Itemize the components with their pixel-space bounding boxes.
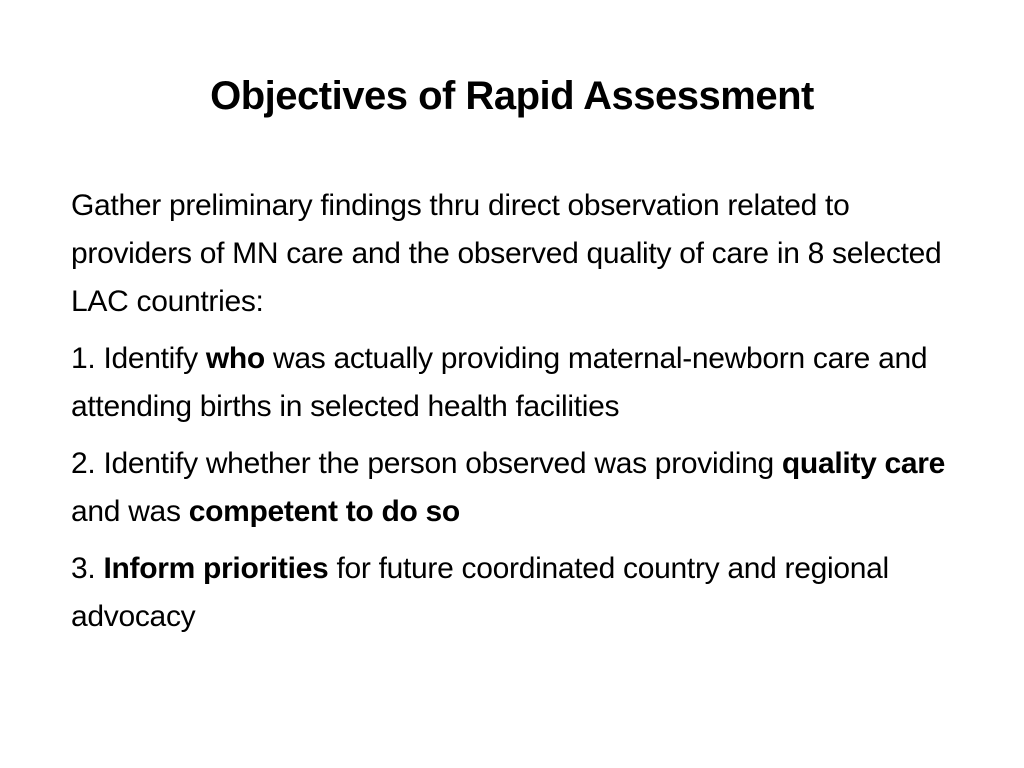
objective-2-prefix: 2. Identify whether the person observed was providing — [71, 447, 782, 480]
objective-3-emphasis: Inform priorities — [103, 552, 329, 585]
objective-3-prefix: 3. — [71, 552, 104, 585]
objective-1 — [71, 335, 971, 431]
objective-1-prefix: 1. Identify — [71, 342, 206, 375]
intro-paragraph: Gather preliminary findings thru direct observation related to providers of MN care and the observed quality of care in 8 selected LAC countries: — [71, 189, 942, 318]
objective-3-text: for future coordinated country and regional advocacy — [71, 552, 889, 633]
objective-3 — [71, 545, 971, 641]
objective-2-emphasis-2: competent to do so — [188, 495, 460, 528]
objective-2 — [71, 440, 971, 536]
objective-2-emphasis: quality care — [781, 447, 946, 480]
slide-body — [71, 182, 971, 650]
objective-1-text: was actually providing maternal-newborn care and attending births in selected health facilities — [71, 342, 928, 423]
slide-title: Objectives of Rapid Assessment — [210, 74, 814, 118]
objective-1-emphasis: who — [205, 342, 265, 375]
objective-2-text: and was — [71, 495, 189, 528]
